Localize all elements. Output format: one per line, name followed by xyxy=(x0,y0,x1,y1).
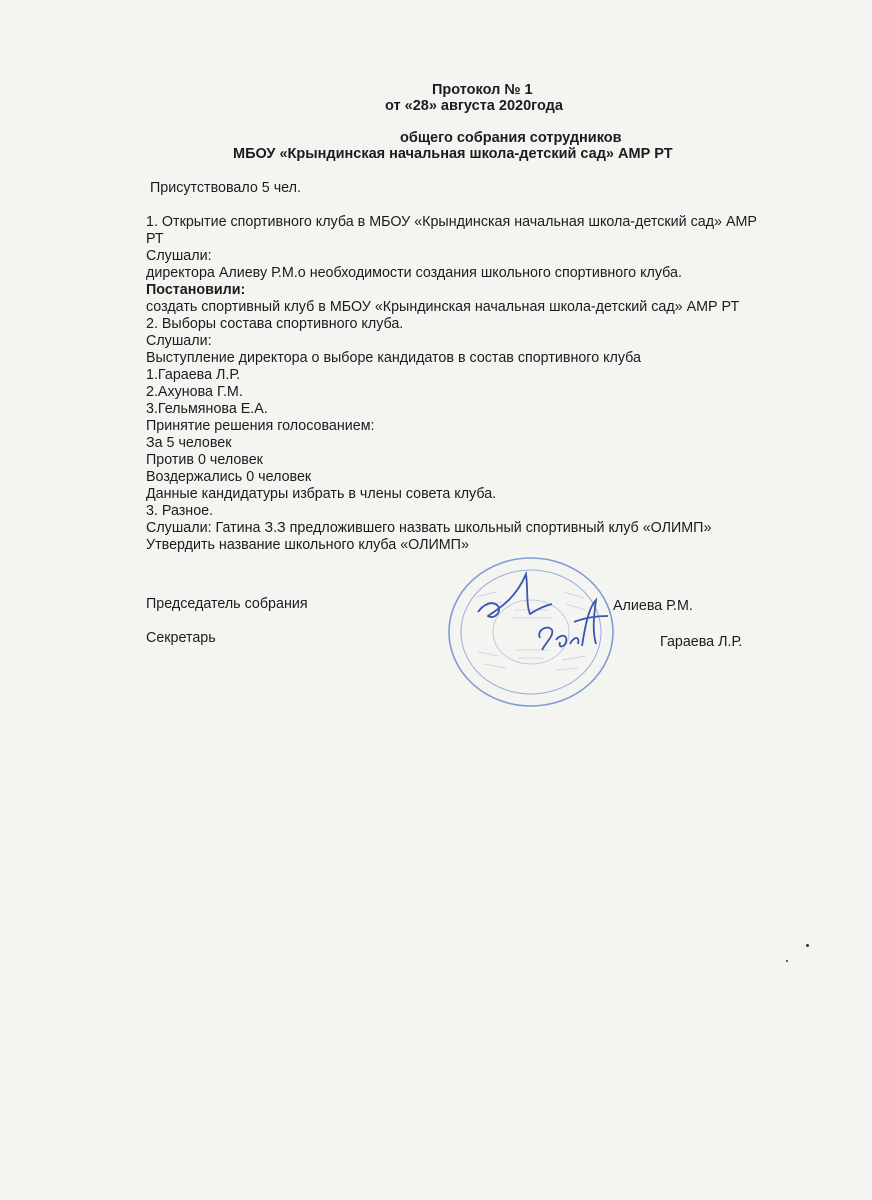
protocol-line: создать спортивный клуб в МБОУ «Крындинская начальная школа-детский сад» АМР РТ xyxy=(146,299,740,315)
paper-speck xyxy=(806,944,809,947)
chair-role: Председатель собрания xyxy=(146,596,308,612)
secretary-role: Секретарь xyxy=(146,630,216,646)
attendance-line: Присутствовало 5 чел. xyxy=(150,180,301,196)
protocol-line: Воздержались 0 человек xyxy=(146,469,312,485)
paper-speck xyxy=(786,960,788,962)
protocol-line: Данные кандидатуры избрать в члены совета клуба. xyxy=(146,486,497,502)
protocol-line: Слушали: Гатина З.З предложившего назвать школьный спортивный клуб «ОЛИМП» xyxy=(146,520,712,536)
chair-name: Алиева Р.М. xyxy=(613,598,693,614)
protocol-line: директора Алиеву Р.М.о необходимости создания школьного спортивного клуба. xyxy=(146,265,682,281)
protocol-line: РТ xyxy=(146,231,164,247)
protocol-line: Слушали: xyxy=(146,248,212,264)
protocol-line: 1. Открытие спортивного клуба в МБОУ «Крындинская начальная школа-детский сад» АМР xyxy=(146,214,757,230)
signature-marks xyxy=(470,560,620,670)
meeting-title: общего собрания сотрудников xyxy=(400,130,622,146)
protocol-line: 3. Разное. xyxy=(146,503,214,519)
protocol-line: 2.Ахунова Г.М. xyxy=(146,384,243,400)
protocol-title: Протокол № 1 xyxy=(432,82,533,98)
protocol-line: Выступление директора о выборе кандидатов в состав спортивного клуба xyxy=(146,350,641,366)
protocol-line: 1.Гараева Л.Р. xyxy=(146,367,241,383)
protocol-line: Против 0 человек xyxy=(146,452,263,468)
protocol-line: 3.Гельмянова Е.А. xyxy=(146,401,268,417)
organization-name: МБОУ «Крындинская начальная школа-детский сад» АМР РТ xyxy=(233,146,673,162)
secretary-name: Гараева Л.Р. xyxy=(660,634,743,650)
protocol-line: 2. Выборы состава спортивного клуба. xyxy=(146,316,404,332)
protocol-line: Утвердить название школьного клуба «ОЛИМП» xyxy=(146,537,469,553)
protocol-line: За 5 человек xyxy=(146,435,232,451)
protocol-date: от «28» августа 2020года xyxy=(385,98,563,114)
protocol-line: Слушали: xyxy=(146,333,212,349)
protocol-line: Принятие решения голосованием: xyxy=(146,418,375,434)
protocol-line: Постановили: xyxy=(146,282,246,298)
